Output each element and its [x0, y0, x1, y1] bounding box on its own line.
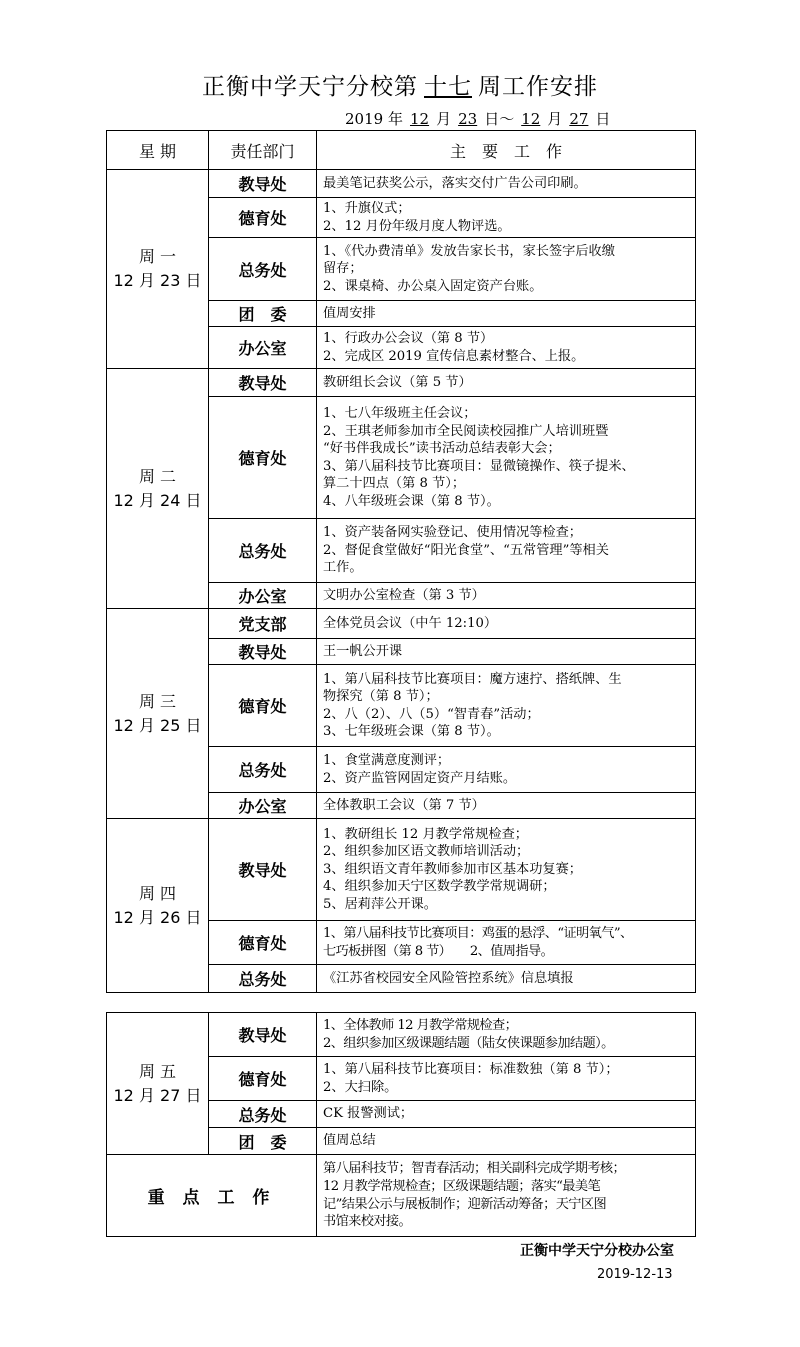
work-line: 七巧板拼图（第 8 节） 2、值周指导。 [323, 943, 554, 959]
work-line: 留存； [323, 261, 363, 277]
table-header-row [107, 131, 696, 170]
work-line: 1、全体教师 12 月教学常规检查； [323, 1017, 518, 1033]
work-line: 2、课桌椅、办公桌入固定资产台账。 [323, 278, 543, 294]
title-prefix: 正衡中学天宁分校第 [202, 74, 418, 100]
dept-cell: 教导处 [209, 639, 317, 665]
work-line: 2、八（2）、八（5）“智青春”活动； [323, 706, 540, 722]
dept-cell: 教导处 [209, 819, 317, 921]
schedule-table-friday [106, 1012, 696, 1237]
work-line: 1、第八届科技节比赛项目：标准数独（第 8 节）； [323, 1061, 619, 1077]
work-cell [317, 1013, 696, 1057]
title-week-number: 十七 [424, 74, 472, 100]
table-row [107, 609, 696, 639]
work-cell [317, 1101, 696, 1128]
date-year: 2019 [345, 110, 384, 128]
work-line: 1、教研组长 12 月教学常规检查； [323, 826, 528, 842]
dept-cell: 德育处 [209, 397, 317, 519]
work-line: 书馆来校对接。 [323, 1214, 412, 1230]
day-cell-monday [107, 170, 209, 369]
dept-cell: 总务处 [209, 747, 317, 793]
work-line: 全体教职工会议（第 7 节） [323, 797, 485, 813]
day-cell-thursday [107, 819, 209, 993]
work-line: 算二十四点（第 8 节）； [323, 476, 466, 492]
day-cell-tuesday [107, 369, 209, 609]
table-row [107, 819, 696, 921]
day-date: 12 月 23 日 [113, 271, 202, 291]
work-line: “好书伴我成长”读书活动总结表彰大会； [323, 441, 561, 457]
dept-cell: 党支部 [209, 609, 317, 639]
day-date: 12 月 25 日 [113, 715, 202, 735]
work-line: 2、完成区 2019 宣传信息素材整合、上报。 [323, 348, 585, 364]
dept-cell: 总务处 [209, 965, 317, 993]
work-cell [317, 965, 696, 993]
work-cell [317, 198, 696, 238]
work-cell [317, 747, 696, 793]
date-day-label-2: 日 [595, 110, 611, 128]
work-line: 最美笔记获奖公示，落实交付广告公司印刷。 [323, 175, 587, 191]
day-name: 周 二 [138, 466, 177, 486]
work-cell [317, 583, 696, 609]
work-line: 2、督促食堂做好“阳光食堂”、“五常管理”等相关 [323, 542, 609, 558]
dept-cell: 总务处 [209, 1101, 317, 1128]
title-suffix: 周工作安排 [478, 74, 598, 100]
dept-cell: 德育处 [209, 198, 317, 238]
dept-cell: 总务处 [209, 519, 317, 583]
work-line: 1、《代办费清单》发放告家长书，家长签字后收缴 [323, 243, 615, 259]
work-cell [317, 1128, 696, 1155]
day-cell-friday [107, 1013, 209, 1155]
work-line: 记”结果公示与展板制作；迎新活动筹备；天宁区图 [323, 1196, 607, 1212]
work-line: 1、升旗仪式； [323, 201, 411, 216]
work-cell [317, 665, 696, 747]
table-row [107, 1013, 696, 1057]
date-start-day: 23 [458, 110, 478, 128]
work-line: 工作。 [323, 560, 363, 576]
work-line: 4、组织参加天宁区数学教学常规调研； [323, 879, 556, 895]
key-work-cell [317, 1155, 696, 1237]
dept-cell: 办公室 [209, 793, 317, 819]
work-line: CK 报警测试； [323, 1106, 414, 1122]
footer-date: 2019-12-13 [597, 1267, 673, 1282]
work-line: 5、居莉萍公开课。 [323, 897, 437, 913]
work-line: 值周总结 [323, 1133, 376, 1149]
work-cell [317, 301, 696, 327]
page-title [0, 68, 800, 101]
day-name: 周 四 [138, 883, 177, 903]
dept-cell: 团 委 [209, 301, 317, 327]
dept-cell: 办公室 [209, 327, 317, 369]
work-line: 1、七八年级班主任会议； [323, 405, 477, 421]
dept-cell: 德育处 [209, 921, 317, 965]
date-day-label-1: 日～ [484, 110, 515, 128]
work-line: 3、组织语文青年教师参加市区基本功复赛； [323, 861, 582, 877]
day-name: 周 五 [138, 1061, 177, 1081]
work-line: 4、八年级班会课（第 8 节）。 [323, 493, 500, 509]
work-line: 第八届科技节；智青春活动；相关副科完成学期考核； [323, 1161, 626, 1177]
day-date: 12 月 27 日 [113, 1085, 202, 1105]
work-cell [317, 1057, 696, 1101]
table-row [107, 170, 696, 198]
work-cell [317, 921, 696, 965]
work-line: 物探究（第 8 节）； [323, 689, 439, 705]
work-cell [317, 819, 696, 921]
work-line: 1、第八届科技节比赛项目：魔方速拧、搭纸牌、生 [323, 671, 622, 687]
work-line: 3、第八届科技节比赛项目：显微镜操作、筷子提米、 [323, 458, 635, 474]
work-line: 王一帆公开课 [323, 643, 403, 659]
dept-cell: 办公室 [209, 583, 317, 609]
header-dept: 责任部门 [209, 131, 317, 170]
date-month-label-2: 月 [547, 110, 563, 128]
key-work-label: 重 点 工 作 [107, 1155, 317, 1237]
work-line: 1、食堂满意度测评； [323, 753, 451, 769]
work-cell [317, 793, 696, 819]
work-line: 1、资产装备网实验登记、使用情况等检查； [323, 525, 582, 541]
table-row [107, 369, 696, 397]
date-month-label-1: 月 [436, 110, 452, 128]
dept-cell: 教导处 [209, 1013, 317, 1057]
header-day: 星 期 [107, 131, 209, 170]
date-end-day: 27 [569, 110, 589, 128]
work-cell [317, 397, 696, 519]
date-end-month: 12 [521, 110, 541, 128]
work-cell [317, 609, 696, 639]
key-work-row [107, 1155, 696, 1237]
day-name: 周 三 [138, 691, 177, 711]
work-line: 值周安排 [323, 305, 376, 321]
work-cell [317, 238, 696, 301]
work-line: 1、行政办公会议（第 8 节） [323, 331, 494, 347]
day-name: 周 一 [138, 247, 177, 267]
work-cell [317, 519, 696, 583]
dept-cell: 教导处 [209, 170, 317, 198]
day-cell-wednesday [107, 609, 209, 819]
footer-office: 正衡中学天宁分校办公室 [520, 1243, 674, 1259]
work-line: 2、12 月份年级月度人物评选。 [323, 218, 511, 234]
work-line: 2、资产监管网固定资产月结账。 [323, 770, 517, 786]
work-line: 3、七年级班会课（第 8 节）。 [323, 724, 500, 740]
work-line: 1、第八届科技节比赛项目：鸡蛋的悬浮、“证明氧气”、 [323, 926, 633, 942]
work-cell [317, 170, 696, 198]
schedule-table-main [106, 130, 696, 993]
date-start-month: 12 [409, 110, 430, 128]
work-cell [317, 639, 696, 665]
dept-cell: 德育处 [209, 665, 317, 747]
dept-cell: 总务处 [209, 238, 317, 301]
work-cell [317, 369, 696, 397]
work-cell [317, 327, 696, 369]
date-year-label: 年 [387, 110, 403, 128]
header-work: 主 要 工 作 [317, 131, 696, 170]
work-line: 2、组织参加区语文教师培训活动； [323, 844, 530, 860]
work-line: 12 月教学常规检查；区级课题结题；落实“最美笔 [323, 1178, 601, 1194]
dept-cell: 德育处 [209, 1057, 317, 1101]
work-line: 《江苏省校园安全风险管控系统》信息填报 [323, 970, 574, 986]
day-date: 12 月 24 日 [113, 490, 202, 510]
work-line: 文明办公室检查（第 3 节） [323, 587, 485, 603]
dept-cell: 团 委 [209, 1128, 317, 1155]
work-line: 2、王琪老师参加市全民阅读校园推广人培训班暨 [323, 423, 609, 439]
work-line: 2、组织参加区级课题结题（陆女侠课题参加结题）。 [323, 1035, 614, 1051]
dept-cell: 教导处 [209, 369, 317, 397]
day-date: 12 月 26 日 [113, 907, 202, 927]
work-line: 全体党员会议（中午 12:10） [323, 615, 498, 631]
work-line: 教研组长会议（第 5 节） [323, 374, 472, 390]
work-line: 2、大扫除。 [323, 1079, 398, 1095]
date-range [345, 108, 610, 129]
